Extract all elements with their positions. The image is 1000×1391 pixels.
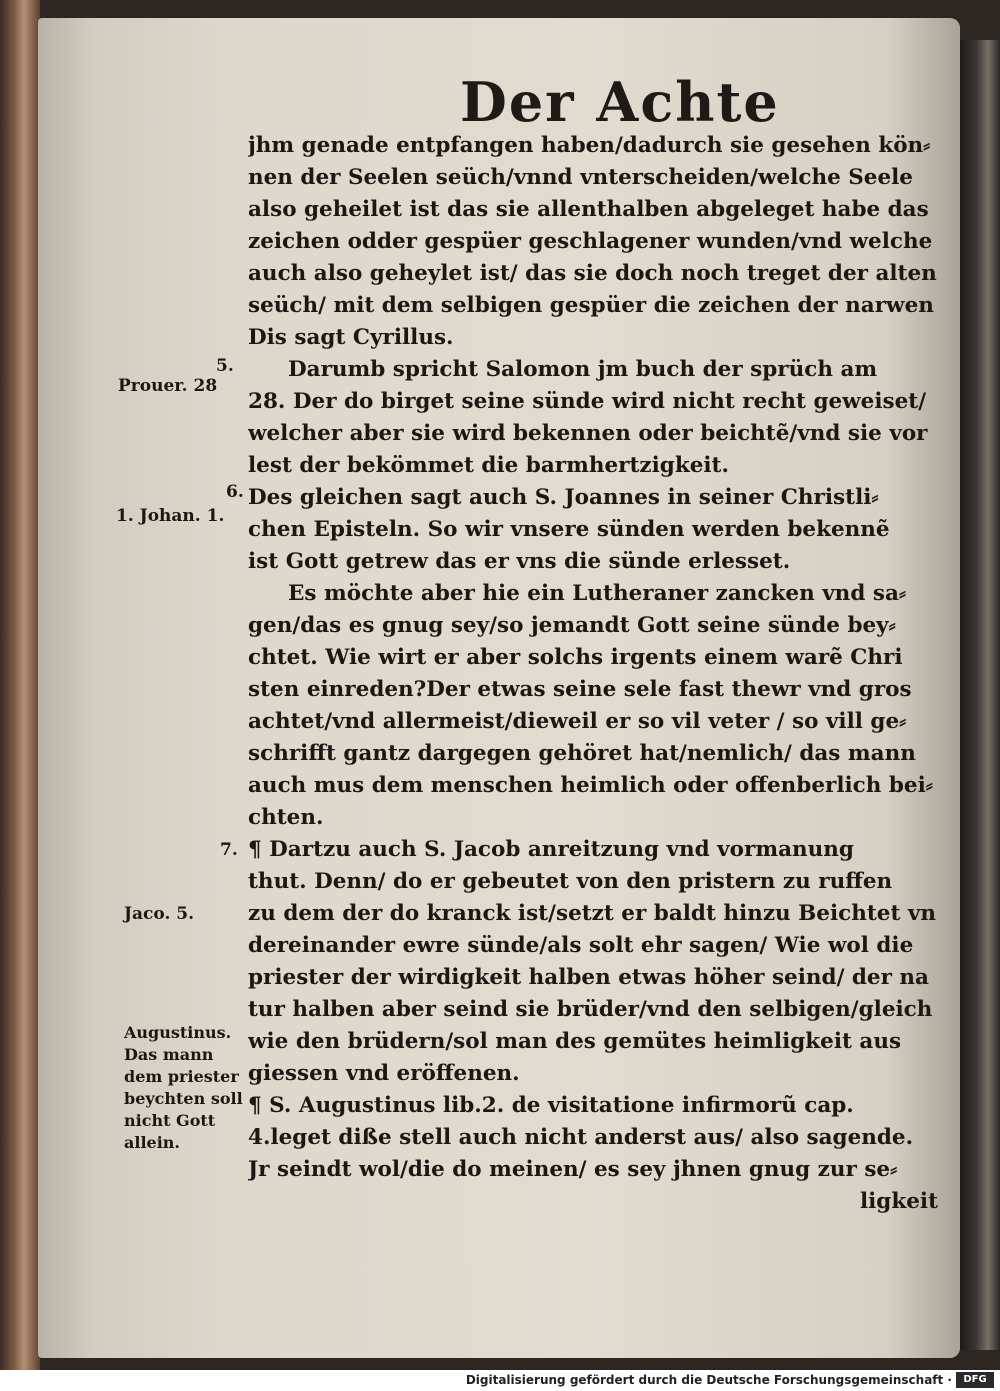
- text-line: schrifft gantz dargegen gehöret hat/nemlich/ das mann: [248, 741, 916, 766]
- text-line: wie den brüdern/sol man des gemütes heimligkeit aus: [248, 1029, 902, 1054]
- text-line: Dis sagt Cyrillus.: [248, 325, 454, 350]
- book-spine-left: [0, 0, 40, 1370]
- text-line: Darumb spricht Salomon jm buch der sprüch am: [288, 357, 878, 382]
- margin-note-line: beychten soll: [124, 1089, 243, 1108]
- text-line: thut. Denn/ do er gebeutet von den pristern zu ruffen: [248, 869, 893, 894]
- text-line: nen der Seelen seüch/vnnd vnterscheiden/welche Seele: [248, 165, 913, 190]
- margin-note-augustinus: [124, 1022, 264, 1154]
- text-line: Jr seindt wol/die do meinen/ es sey jhnen gnug zur se⸗: [248, 1157, 898, 1182]
- text-line: 4.leget diße stell auch nicht anderst aus/ also sagende.: [248, 1125, 914, 1150]
- text-line: ¶ Dartzu auch S. Jacob anreitzung vnd vormanung: [248, 837, 854, 862]
- margin-ref-jaco: Jaco. 5.: [124, 904, 195, 924]
- text-line: chten.: [248, 805, 324, 830]
- text-line: jhm genade entpfangen haben/dadurch sie gesehen kön⸗: [248, 133, 931, 158]
- text-line: chtet. Wie wirt er aber solchs irgents einem warẽ Chri: [248, 645, 903, 670]
- text-line: welcher aber sie wird bekennen oder beichtẽ/vnd sie vor: [248, 421, 928, 446]
- text-line: also geheilet ist das sie allenthalben abgeleget habe das: [248, 197, 929, 222]
- text-line: auch also geheylet ist/ das sie doch noch treget der alten: [248, 261, 937, 286]
- book-edge-right: [960, 40, 1000, 1350]
- text-line: zeichen odder gespüer geschlagener wunden/vnd welche: [248, 229, 933, 254]
- margin-number-7: 7.: [220, 840, 238, 860]
- text-line: dereinander ewre sünde/als solt ehr sagen/ Wie wol die: [248, 933, 914, 958]
- text-line: zu dem der do kranck ist/setzt er baldt hinzu Beichtet vn: [248, 901, 937, 926]
- text-line: 28. Der do birget seine sünde wird nicht recht geweiset/: [248, 389, 927, 414]
- funding-notice: Digitalisierung gefördert durch die Deutsche Forschungsgemeinschaft ·: [465, 1373, 952, 1387]
- margin-number-6: 6.: [226, 482, 244, 502]
- margin-note-line: Das mann: [124, 1045, 214, 1064]
- text-line: ist Gott getrew das er vns die sünde erlesset.: [248, 549, 791, 574]
- text-line: sten einreden?Der etwas seine sele fast thewr vnd gros: [248, 677, 912, 702]
- text-line: giessen vnd eröffenen.: [248, 1061, 520, 1086]
- text-line: chen Episteln. So wir vnsere sünden werden bekennẽ: [248, 517, 890, 542]
- margin-ref-johan: 1. Johan. 1.: [116, 506, 225, 526]
- text-line: Es möchte aber hie ein Lutheraner zancken vnd sa⸗: [288, 581, 907, 606]
- margin-note-line: nicht Gott: [124, 1111, 216, 1130]
- body-text: [248, 130, 938, 1218]
- margin-note-line: allein.: [124, 1133, 180, 1152]
- text-line: ¶ S. Augustinus lib.2. de visitatione infirmorũ cap.: [248, 1093, 854, 1118]
- margin-number-5: 5.: [216, 356, 234, 376]
- text-line: lest der bekömmet die barmhertzigkeit.: [248, 453, 729, 478]
- margin-ref-prouer: Prouer. 28: [118, 376, 218, 396]
- dfg-logo: DFG: [956, 1372, 994, 1388]
- catchword: ligkeit: [859, 1189, 938, 1214]
- footer-bar: [0, 1370, 1000, 1391]
- text-line: gen/das es gnug sey/so jemandt Gott seine sünde bey⸗: [248, 613, 896, 638]
- text-line: auch mus dem menschen heimlich oder offenberlich bei⸗: [248, 773, 933, 798]
- margin-note-line: dem priester: [124, 1067, 239, 1086]
- margin-note-line: Augustinus.: [124, 1023, 232, 1042]
- text-line: tur halben aber seind sie brüder/vnd den selbigen/gleich: [248, 997, 933, 1022]
- page-heading: Der Achte: [460, 70, 780, 134]
- text-line: priester der wirdigkeit halben etwas höher seind/ der na: [248, 965, 929, 990]
- text-line: Des gleichen sagt auch S. Joannes in seiner Christli⸗: [248, 485, 879, 510]
- text-line: seüch/ mit dem selbigen gespüer die zeichen der narwen: [248, 293, 934, 318]
- text-line: achtet/vnd allermeist/dieweil er so vil veter / so vill ge⸗: [248, 709, 907, 734]
